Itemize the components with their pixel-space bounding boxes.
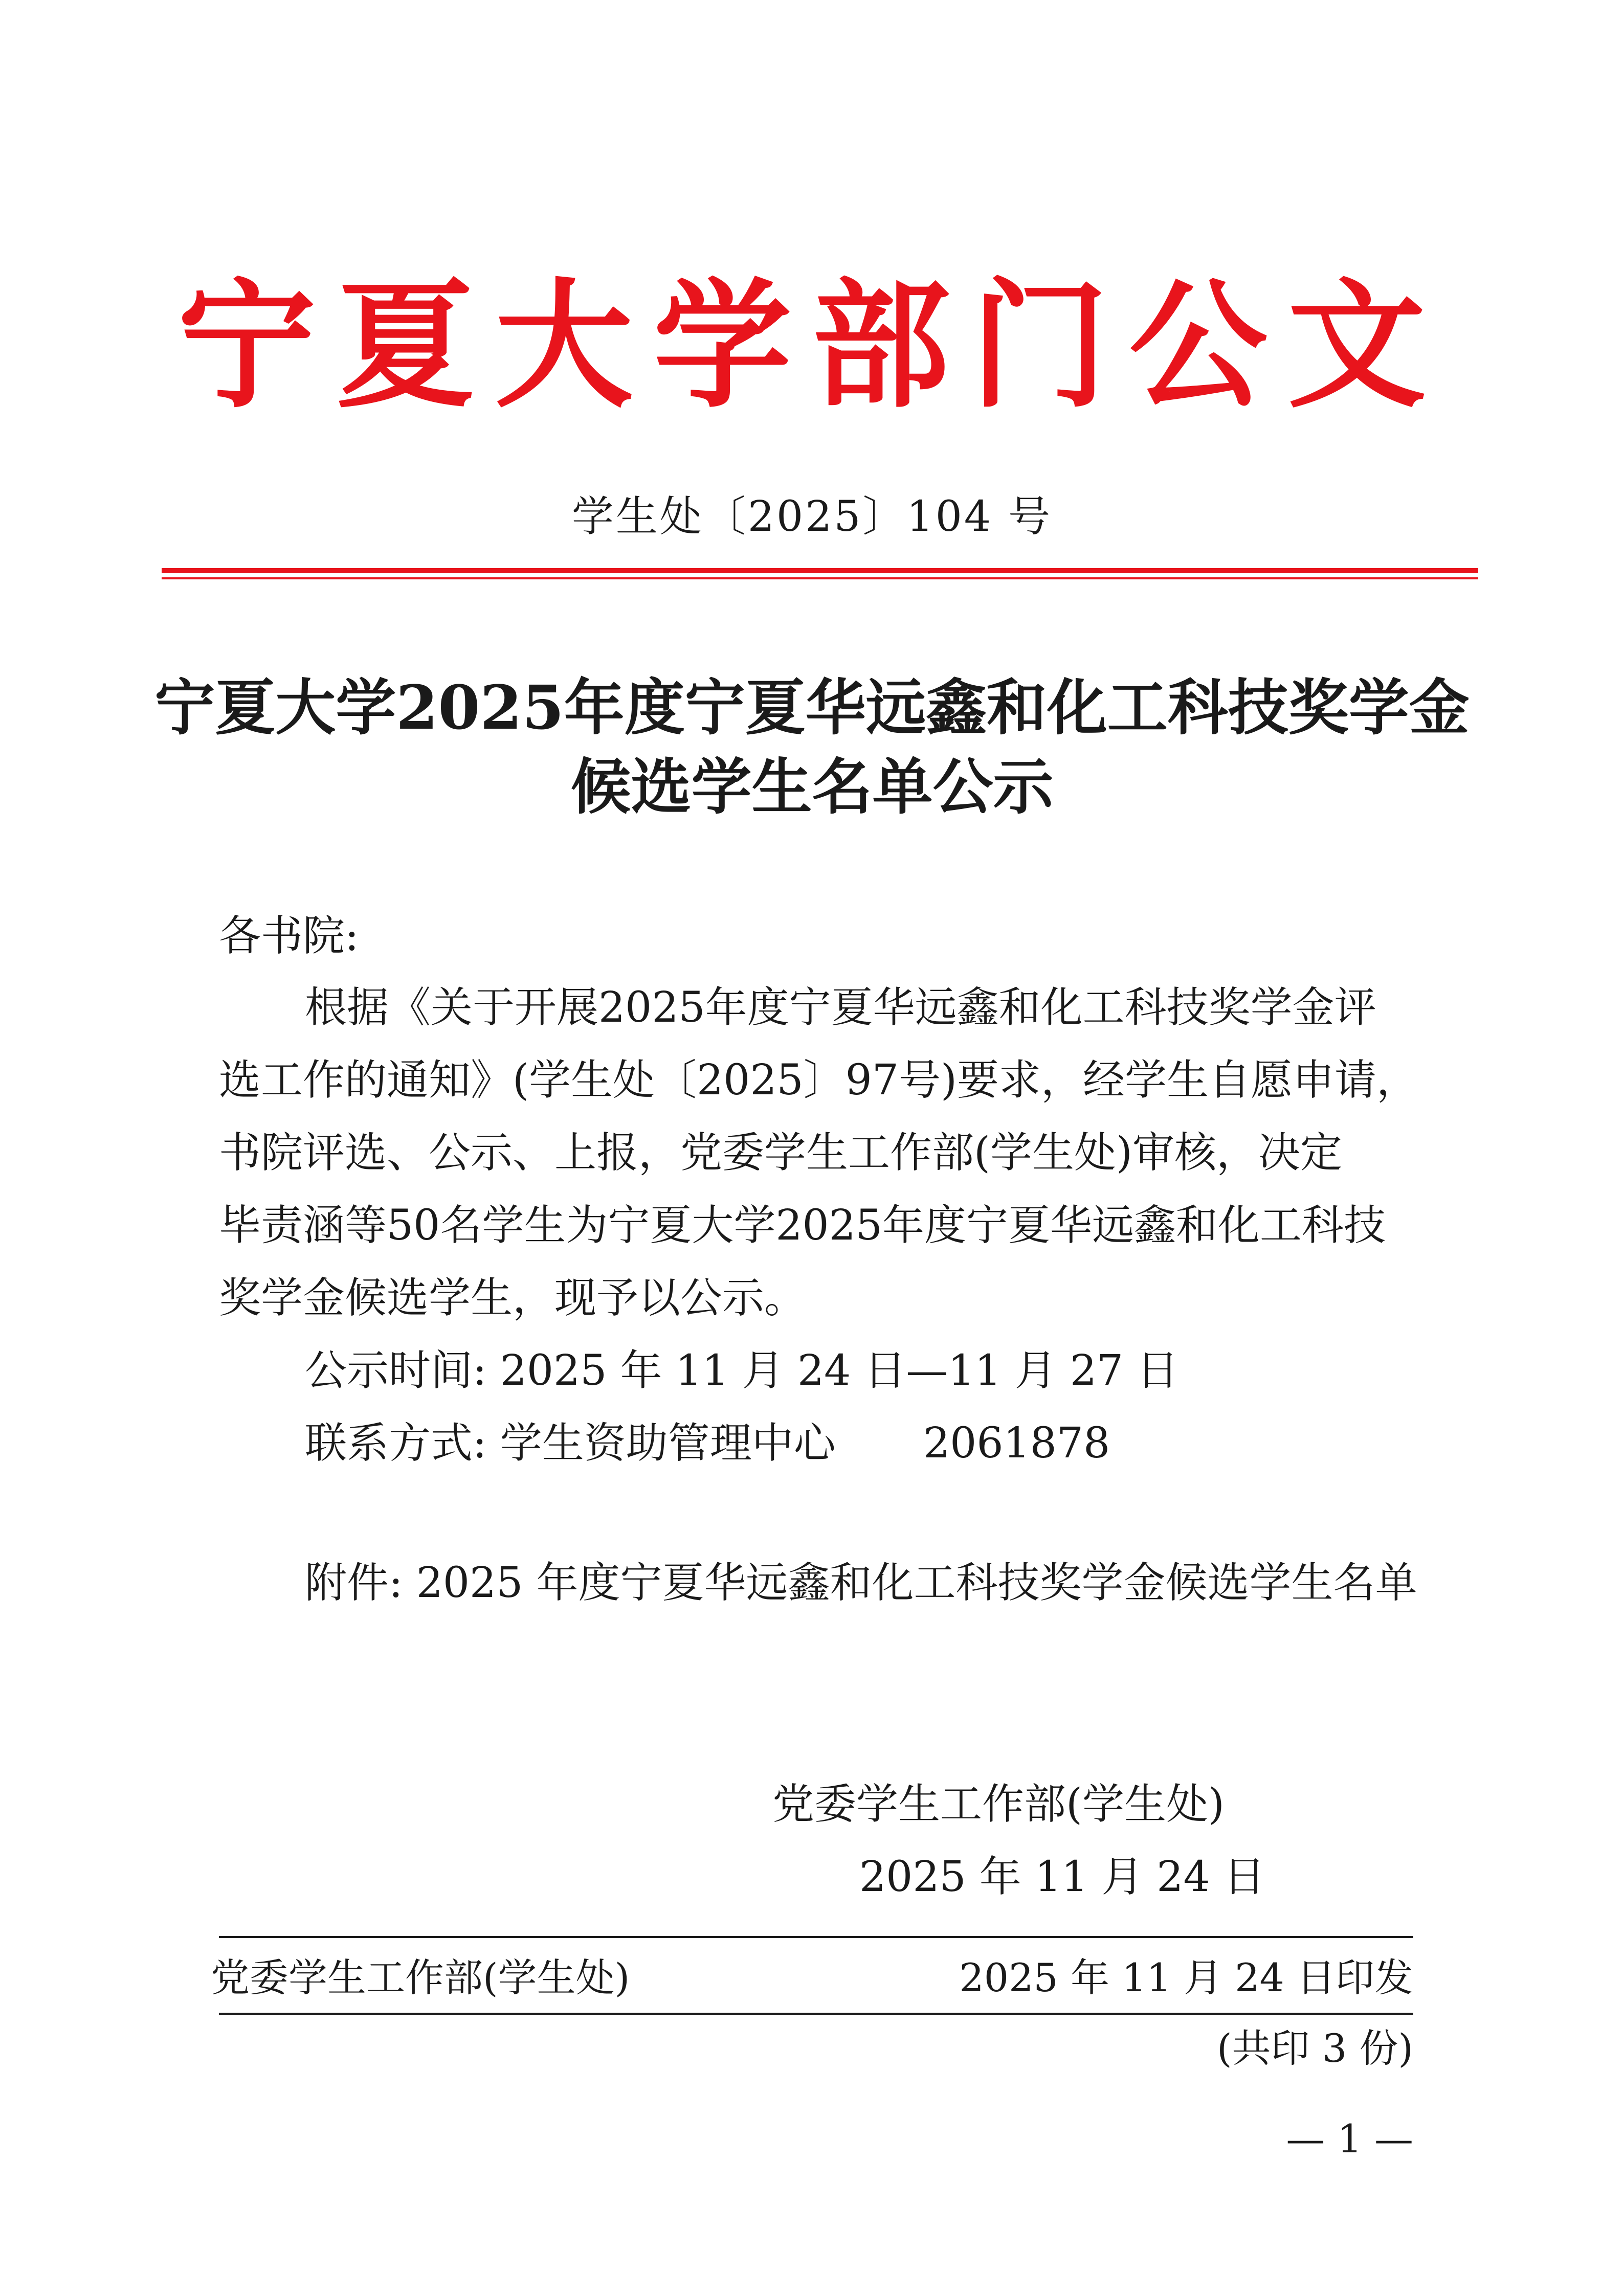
footer-rule-bottom <box>219 2013 1413 2015</box>
document-title-line-2: 候选学生名单公示 <box>570 751 1054 822</box>
signature-date: 2025 年 11 月 24 日 <box>859 1853 1265 1901</box>
publicity-period: 公示时间: 2025 年 11 月 24 日—11 月 27 日 <box>305 1346 1179 1395</box>
page-number: — 1 — <box>1286 2116 1413 2162</box>
signature-department: 党委学生工作部(学生处) <box>772 1780 1225 1829</box>
document-title-line-1: 宁夏大学2025年度宁夏华远鑫和化工科技奖学金 <box>154 672 1470 743</box>
contact-info: 联系方式: 学生资助管理中心 <box>305 1419 836 1468</box>
paragraph-line-1: 根据《关于开展2025年度宁夏华远鑫和化工科技奖学金评 <box>305 983 1376 1032</box>
footer-rule-top <box>219 1936 1413 1938</box>
document-number: 学生处〔2025〕104 号 <box>571 492 1053 541</box>
masthead-title: 宁夏大学部门公文 <box>177 264 1447 426</box>
paragraph-line-4: 毕责涵等50名学生为宁夏大学2025年度宁夏华远鑫和化工科技 <box>219 1201 1386 1250</box>
footer-copies: (共印 3 份) <box>1217 2025 1413 2071</box>
paragraph-line-2: 选工作的通知》(学生处〔2025〕97号)要求，经学生自愿申请， <box>219 1056 1419 1105</box>
paragraph-line-5: 奖学金候选学生，现予以公示。 <box>219 1274 807 1322</box>
footer-issue-date: 2025 年 11 月 24 日印发 <box>959 1955 1413 2000</box>
masthead-red-rule-thin <box>162 577 1478 579</box>
contact-phone: 2061878 <box>923 1419 1110 1468</box>
paragraph-line-3: 书院评选、公示、上报，党委学生工作部(学生处)审核，决定 <box>219 1129 1342 1177</box>
attachment-note: 附件: 2025 年度宁夏华远鑫和化工科技奖学金候选学生名单 <box>305 1559 1417 1607</box>
footer-issuer: 党委学生工作部(学生处) <box>211 1955 630 2000</box>
masthead-red-rule-thick <box>162 568 1478 573</box>
salutation: 各书院: <box>219 912 359 960</box>
